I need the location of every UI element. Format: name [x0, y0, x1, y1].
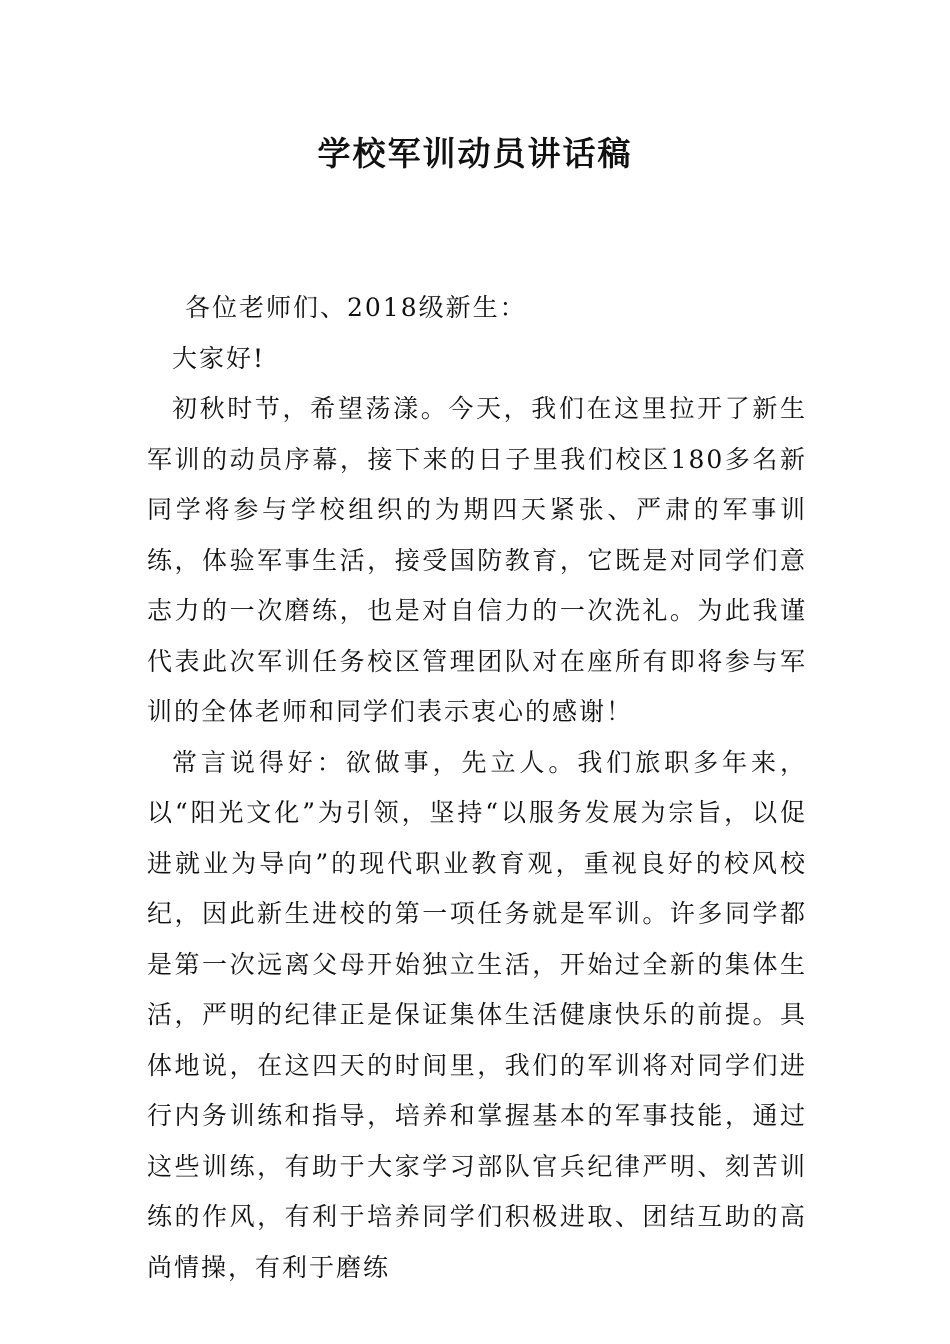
document-title: 学校军训动员讲话稿 — [317, 134, 633, 173]
paragraph-2: 常言说得好：欲做事，先立人。我们旅职多年来，以“阳光文化”为引领，坚持“以服务发展为宗旨，以促进就业为导向”的现代职业教育观，重视良好的校风校纪，因此新生进校的第一项任务就是军训。许多同学都是第一次远离父母开始独立生活，开始过全新的集体生活，严明的纪律正是保证集体生活健康快乐的前提。具体地说，在这四天的时间里，我们的军训将对同学们进行内务训练和指导，培养和掌握基本的军事技能，通过这些训练，有助于大家学习部队官兵纪律严明、刻苦训练的作风，有利于培养同学们积极进取、团结互助的高尚情操，有利于磨练 — [147, 747, 807, 1282]
salutation: 各位老师们、2018级新生： — [185, 293, 527, 322]
document-body — [147, 283, 807, 1293]
greeting: 大家好! — [172, 343, 266, 373]
paragraph-1: 初秋时节，希望荡漾。今天，我们在这里拉开了新生军训的动员序幕，接下来的日子里我们校区180多名新同学将参与学校组织的为期四天紧张、严肃的军事训练，体验军事生活，接受国防教育，它既是对同学们意志力的一次磨练，也是对自信力的一次洗礼。为此我谨代表此次军训任务校区管理团队对在座所有即将参与军训的全体老师和同学们表示衷心的感谢！ — [147, 394, 807, 726]
